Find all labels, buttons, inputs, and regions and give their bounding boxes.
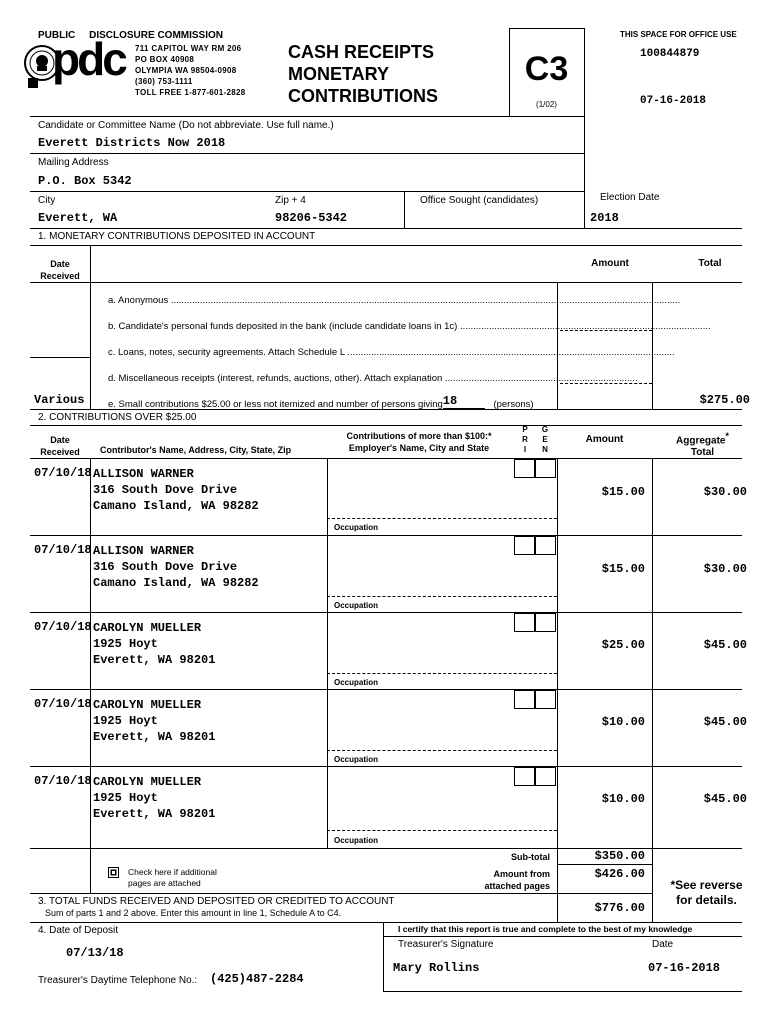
contributor-address: 1925 Hoyt [93,791,158,805]
line-d-label: d. Miscellaneous receipts (interest, refunds, auctions, other). Attach explanation [108,373,443,384]
aggregate-label: Aggregate [676,435,726,447]
see-reverse-line1: *See reverse [670,878,743,892]
certify-text: I certify that this report is true and complete to the best of my knowledge [398,924,693,934]
section1-title: 1. MONETARY CONTRIBUTIONS DEPOSITED IN ACCOUNT [38,231,316,242]
additional-pages-line2: pages are attached [128,878,201,888]
zip-label: Zip + 4 [275,195,306,206]
gen-letter: G [541,425,549,434]
section2-title: 2. CONTRIBUTIONS OVER $25.00 [38,412,197,423]
row-contributor [93,466,259,514]
line-b: b. Candidate's personal funds deposited in the bank (include candidate loans in 1c) ............................................................................................... [108,321,711,332]
aggregate-star: * [725,431,729,441]
small-contrib-date: Various [34,393,85,407]
row-date: 07/10/18 [34,543,92,557]
form-title [288,41,438,107]
title-line: MONETARY [288,64,389,84]
row-contributor [93,543,259,591]
s1-date-header [30,258,90,282]
row-amount: $15.00 [601,485,645,499]
title-line: CONTRIBUTIONS [288,86,438,106]
s2-employer-line2: Employer's Name, City and State [348,443,490,453]
see-reverse-line2: for details. [676,893,737,907]
line-a-label: a. Anonymous [108,295,169,306]
treasurer-signature: Mary Rollins [393,961,480,975]
form-version: (1/02) [536,100,557,109]
s2-amount-header: Amount [585,434,624,445]
row-aggregate: $45.00 [703,715,747,729]
row-aggregate: $45.00 [703,792,747,806]
gen-letter: N [542,445,548,454]
contributor-city: Everett, WA 98201 [93,653,216,667]
office-sought-label: Office Sought (candidates) [420,195,539,206]
contributor-name: ALLISON WARNER [93,544,194,558]
gen-checkbox[interactable] [534,459,556,478]
occupation-label: Occupation [334,523,379,532]
signed-date: 07-16-2018 [648,961,721,975]
treasurer-phone: (425)487-2284 [210,972,304,986]
pri-checkbox[interactable] [514,613,536,632]
office-number: 100844879 [640,48,700,60]
title-line: CASH RECEIPTS [288,42,435,62]
small-persons-count: 18 [443,394,485,409]
attached-line1: Amount from [493,869,550,879]
signature-label: Treasurer's Signature [398,939,494,950]
candidate-name-label: Candidate or Committee Name (Do not abbreviate. Use full name.) [38,120,334,131]
occupation-label: Occupation [334,755,379,764]
pri-header [515,425,535,455]
attached-pages-label [440,868,550,892]
aggregate-total-label: Total [690,447,715,459]
see-reverse-note [654,878,759,908]
row-date: 07/10/18 [34,774,92,788]
address-line: TOLL FREE 1-877-601-2828 [135,88,246,97]
row-amount: $10.00 [601,715,645,729]
row-contributor [93,774,215,822]
line-c-label: c. Loans, notes, security agreements. Attach Schedule L [108,347,345,358]
zip-value: 98206-5342 [275,211,348,225]
pri-checkbox[interactable] [514,536,536,555]
contributor-name: CAROLYN MUELLER [93,698,202,712]
s2-received-label: Received [40,447,80,457]
row-aggregate: $30.00 [703,485,747,499]
s2-employer-line1: Contributions of more than $100:* [346,431,492,441]
mailing-address-label: Mailing Address [38,157,109,168]
total-funds-value: $776.00 [594,901,645,915]
additional-pages-checkbox[interactable] [108,867,119,878]
pri-checkbox[interactable] [514,690,536,709]
address-line: (360) 753-1111 [135,77,193,86]
gen-checkbox[interactable] [534,536,556,555]
contributor-address: 316 South Dove Drive [93,560,238,574]
s2-contributor-header: Contributor's Name, Address, City, State, Zip [100,445,292,455]
additional-pages-line1: Check here if additional [128,867,217,877]
row-amount: $15.00 [601,562,645,576]
phone-label: Treasurer's Daytime Telephone No.: [38,975,198,986]
gen-letter: E [542,435,548,444]
contributor-address: 1925 Hoyt [93,637,158,651]
line-d: d. Miscellaneous receipts (interest, refunds, auctions, other). Attach explanation ......................................................................... [108,373,638,384]
gen-checkbox[interactable] [534,767,556,786]
gen-checkbox[interactable] [534,613,556,632]
candidate-name: Everett Districts Now 2018 [38,136,226,150]
line-a: a. Anonymous ................................................................................................................................................................................................. [108,295,681,306]
s2-employer-header [328,430,510,454]
election-date-value: 2018 [590,211,619,225]
section4-title: 4. Date of Deposit [38,925,119,936]
pri-letter: P [522,425,528,434]
contributor-city: Everett, WA 98201 [93,730,216,744]
office-use-label: THIS SPACE FOR OFFICE USE [620,30,737,39]
line-b-label: b. Candidate's personal funds deposited in the bank (include candidate loans in 1c) [108,321,458,332]
logo-text: pdc [52,33,125,85]
pdc-logo [22,33,132,90]
contributor-name: CAROLYN MUELLER [93,621,202,635]
s1-received-label: Received [40,271,80,281]
occupation-label: Occupation [334,601,379,610]
s2-aggregate-header [655,430,750,459]
s2-date-header [30,434,90,458]
subtotal-label: Sub-total [511,852,550,862]
election-date-label: Election Date [600,192,660,203]
subtotal-value: $350.00 [594,849,645,863]
additional-pages-label [128,867,217,889]
row-amount: $25.00 [601,638,645,652]
contributor-name: CAROLYN MUELLER [93,775,202,789]
agency-address [135,43,246,98]
form-code: C3 [524,50,569,88]
row-date: 07/10/18 [34,466,92,480]
line-c: c. Loans, notes, security agreements. Attach Schedule L ............................................................................................................................ [108,347,675,358]
occupation-label: Occupation [334,678,379,687]
pri-letter: R [522,435,528,444]
city-value: Everett, WA [38,211,118,225]
address-line: 711 CAPITOL WAY RM 206 [135,44,242,53]
attached-line2: attached pages [484,881,550,891]
line-e-label: e. Small contributions $25.00 or less not itemized and number of persons giving [108,399,443,410]
row-date: 07/10/18 [34,620,92,634]
s1-date-label: Date [50,259,70,269]
gen-checkbox[interactable] [534,690,556,709]
row-date: 07/10/18 [34,697,92,711]
office-date: 07-16-2018 [640,95,707,107]
pri-checkbox[interactable] [514,767,536,786]
contributor-address: 1925 Hoyt [93,714,158,728]
s1-amount-header: Amount [591,258,629,269]
checkmark-icon [109,868,118,877]
s1-total-header: Total [698,258,722,269]
pri-letter: I [523,445,527,454]
sign-date-label: Date [652,939,674,950]
contributor-city: Everett, WA 98201 [93,807,216,821]
attached-value: $426.00 [594,867,645,881]
row-amount: $10.00 [601,792,645,806]
row-contributor [93,620,215,668]
row-contributor [93,697,215,745]
occupation-label: Occupation [334,836,379,845]
row-aggregate: $30.00 [703,562,747,576]
section3-title: 3. TOTAL FUNDS RECEIVED AND DEPOSITED OR CREDITED TO ACCOUNT [38,896,395,907]
contributor-city: Camano Island, WA 98282 [93,576,259,590]
contributor-address: 316 South Dove Drive [93,483,238,497]
section3-subtitle: Sum of parts 1 and 2 above. Enter this amount in line 1, Schedule A to C4. [45,908,342,918]
address-line: OLYMPIA WA 98504-0908 [135,66,237,75]
pri-checkbox[interactable] [514,459,536,478]
gen-header [535,425,555,455]
persons-suffix: (persons) [493,399,534,410]
deposit-date: 07/13/18 [66,946,124,960]
contributor-name: ALLISON WARNER [93,467,194,481]
contributor-city: Camano Island, WA 98282 [93,499,259,513]
agency-line: PUBLIC DISCLOSURE COMMISSION [38,30,224,41]
mailing-address: P.O. Box 5342 [38,174,132,188]
small-contrib-total: $275.00 [699,393,750,407]
city-label: City [38,195,56,206]
address-line: PO BOX 40908 [135,55,195,64]
row-aggregate: $45.00 [703,638,747,652]
s2-date-label: Date [50,435,70,445]
